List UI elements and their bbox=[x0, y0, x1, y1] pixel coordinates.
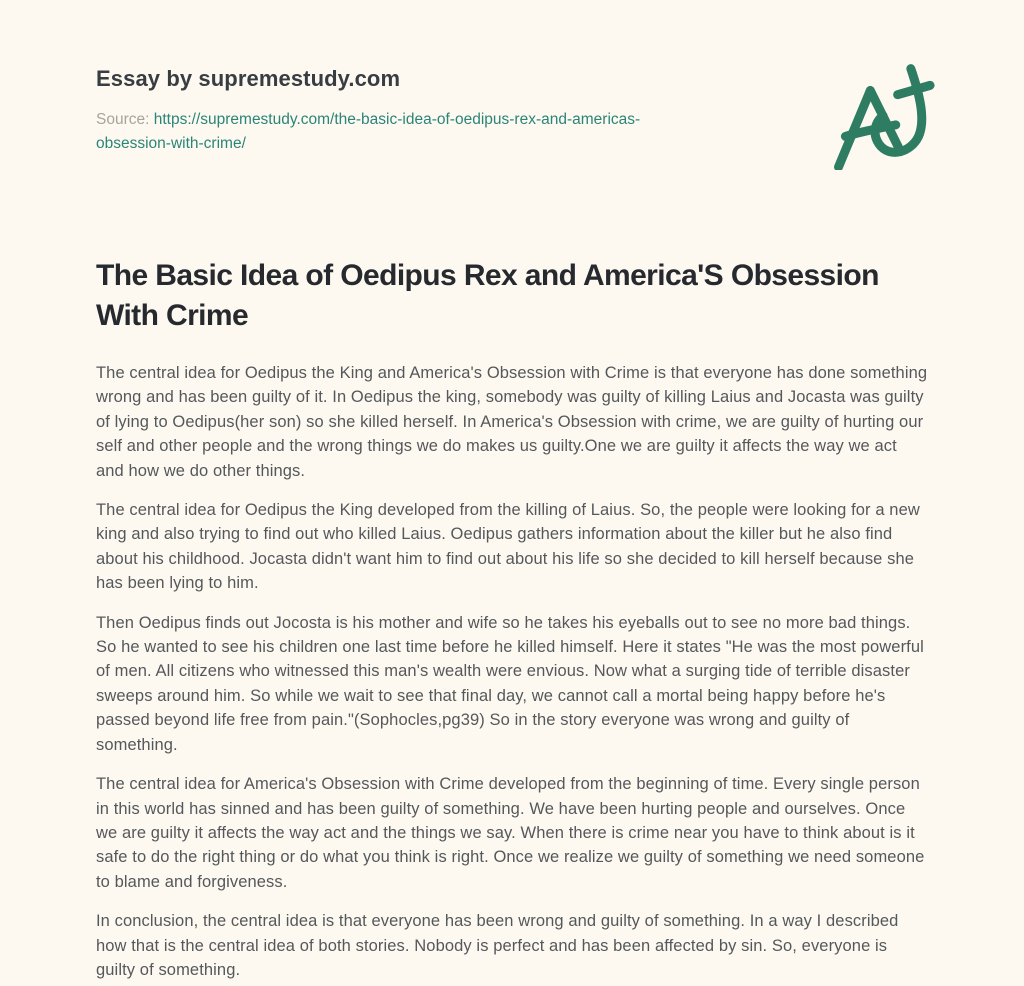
source-url-link[interactable]: https://supremestudy.com/the-basic-idea-of-oedipus-rex-and-americas-obsession-with-crime/ bbox=[96, 111, 641, 152]
source-label: Source: bbox=[96, 111, 150, 128]
paragraph-5: In conclusion, the central idea is that everyone has been wrong and guilty of something. In a way I described how that is the central idea of both stories. Nobody is perfect and has been affected by sin. So, everyone is guilty of something. bbox=[96, 912, 899, 979]
paragraph-4: The central idea for America's Obsession with Crime developed from the beginning of time. Every single person in this world has sinned and has been guilty of something. We have been hurting people and ourselves. Once we are guilty it affects the way act and the things we say. When there is crime near you have to think about is it safe to do the right thing or do what you think is right. Once we realize we guilty of something we need someone to blame and forgiveness. bbox=[96, 775, 925, 891]
article-title: The Basic Idea of Oedipus Rex and America'S Obsession With Crime bbox=[96, 259, 879, 332]
page-title: Essay by supremestudy.com bbox=[96, 66, 401, 91]
paragraph-3: Then Oedipus finds out Jocosta is his mother and wife so he takes his eyeballs out to see no more bad things. So he wanted to see his children one last time before he killed himself. Here it states "He was the most powerful of men. All citizens who witnessed this man's wealth were envious. Now what a surging tide of terrible disaster sweeps around him. So while we wait to see that final day, we cannot call a mortal being happy before he's passed beyond life free from pain."(Sophocles,pg39) So in the story everyone was wrong and guilty of something. bbox=[96, 613, 924, 754]
paragraph-1: The central idea for Oedipus the King and America's Obsession with Crime is that everyone has done something wrong and has been guilty of it. In Oedipus the king, somebody was guilty of killing Laius and Jocasta was guilty of lying to Oedipus(her son) so she killed herself. In America's Obsession with crime, we are guilty of hurting our self and other people and the wrong things we do makes us guilty.One we are guilty it affects the way we act and how we do other things. bbox=[96, 364, 928, 480]
paragraph-2: The central idea for Oedipus the King developed from the killing of Laius. So, the people were looking for a new king and also trying to find out who killed Laius. Oedipus gathers information about the killer but he also find about his childhood. Jocasta didn't want him to find out about his life so she decided to kill herself because she has been lying to him. bbox=[96, 501, 920, 593]
source-line bbox=[96, 108, 711, 156]
a-plus-logo-icon bbox=[822, 60, 936, 170]
article-body bbox=[96, 361, 928, 982]
